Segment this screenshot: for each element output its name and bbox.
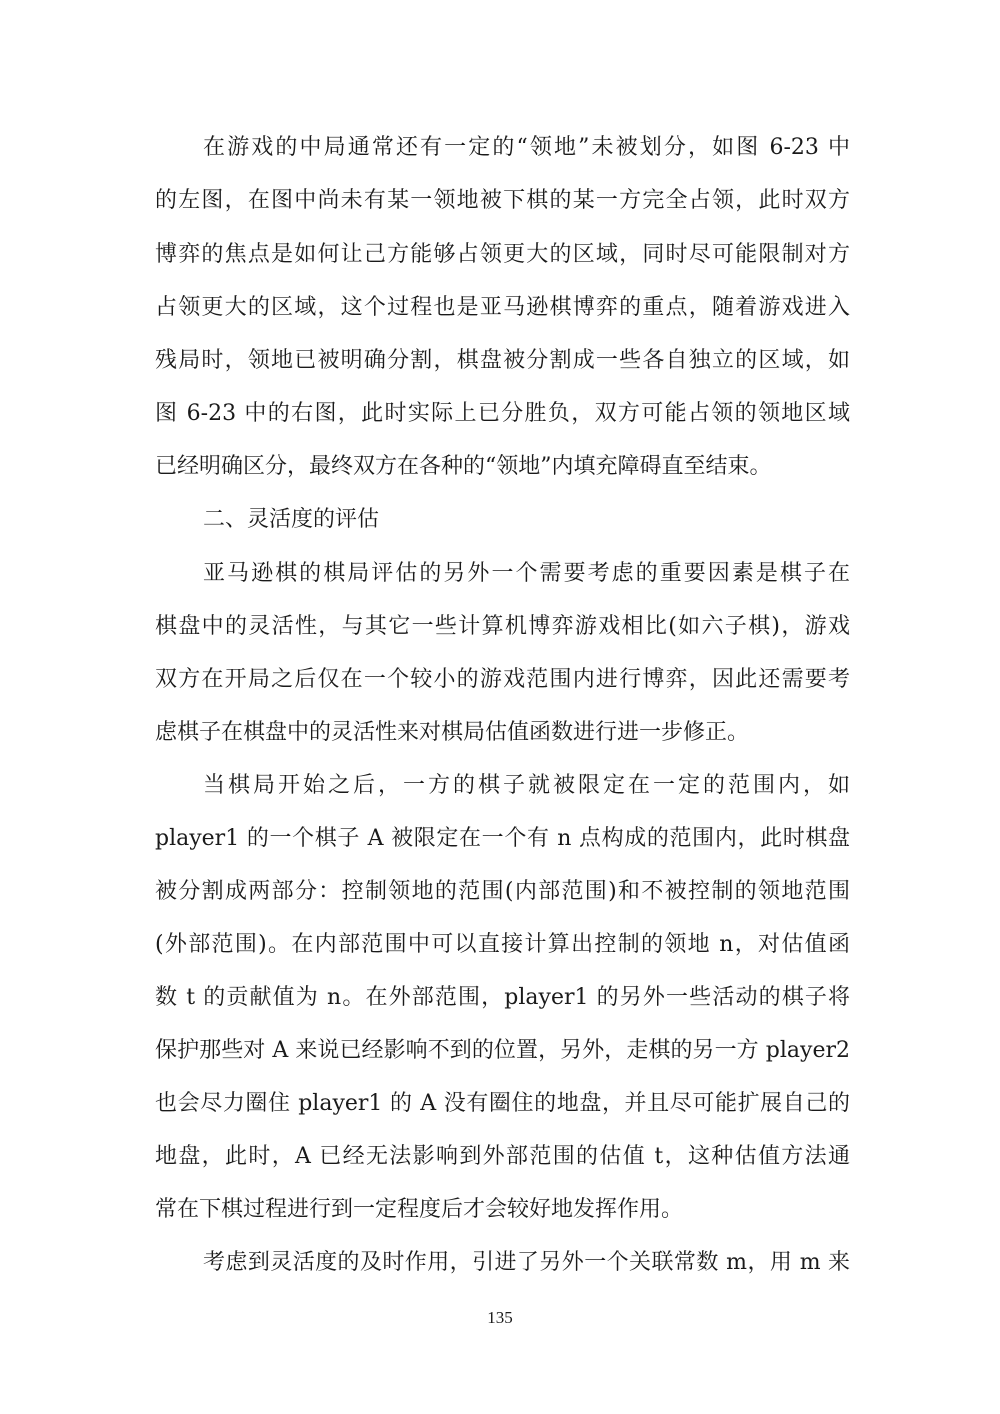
paragraph-3-line-1: 当棋局开始之后，一方的棋子就被限定在一定的范围内，如: [203, 773, 850, 798]
section-heading: 二、灵活度的评估: [203, 507, 380, 532]
paragraph-3-line-2: player1 的一个棋子 A 被限定在一个有 n 点构成的范围内，此时棋盘: [155, 826, 850, 851]
paragraph-1-line-1: 在游戏的中局通常还有一定的“领地”未被划分，如图 6-23 中: [203, 135, 850, 160]
paragraph-1-line-4: 占领更大的区域，这个过程也是亚马逊棋博弈的重点，随着游戏进入: [155, 295, 850, 320]
paragraph-1-line-3: 博弈的焦点是如何让己方能够占领更大的区域，同时尽可能限制对方: [155, 242, 850, 267]
paragraph-2-line-2: 棋盘中的灵活性，与其它一些计算机博弈游戏相比(如六子棋)，游戏: [155, 614, 850, 639]
paragraph-3-line-3: 被分割成两部分：控制领地的范围(内部范围)和不被控制的领地范围: [155, 879, 850, 904]
paragraph-3-line-5: 数 t 的贡献值为 n。在外部范围，player1 的另外一些活动的棋子将: [155, 985, 850, 1010]
paragraph-4-line-1: 考虑到灵活度的及时作用，引进了另外一个关联常数 m，用 m 来: [203, 1250, 850, 1275]
paragraph-2-line-1: 亚马逊棋的棋局评估的另外一个需要考虑的重要因素是棋子在: [203, 561, 850, 586]
paragraph-3-line-4: (外部范围)。在内部范围中可以直接计算出控制的领地 n，对估值函: [155, 932, 850, 957]
paragraph-3-line-8: 地盘，此时，A 已经无法影响到外部范围的估值 t，这种估值方法通: [155, 1144, 850, 1169]
paragraph-1-line-2: 的左图，在图中尚未有某一领地被下棋的某一方完全占领，此时双方: [155, 188, 850, 213]
paragraph-1-line-7: 已经明确区分，最终双方在各种的“领地”内填充障碍直至结束。: [155, 454, 772, 479]
paragraph-1-line-6: 图 6-23 中的右图，此时实际上已分胜负，双方可能占领的领地区域: [155, 401, 850, 426]
paragraph-3-line-7: 也会尽力圈住 player1 的 A 没有圈住的地盘，并且尽可能扩展自己的: [155, 1091, 850, 1116]
paragraph-2-line-4: 虑棋子在棋盘中的灵活性来对棋局估值函数进行进一步修正。: [155, 720, 750, 745]
paragraph-3-line-9: 常在下棋过程进行到一定程度后才会较好地发挥作用。: [155, 1197, 684, 1222]
paragraph-3-line-6: 保护那些对 A 来说已经影响不到的位置，另外，走棋的另一方 player2: [155, 1038, 850, 1063]
page-number: 135: [487, 1308, 513, 1327]
paragraph-2-line-3: 双方在开局之后仅在一个较小的游戏范围内进行博弈，因此还需要考: [155, 667, 850, 692]
paragraph-1-line-5: 残局时，领地已被明确分割，棋盘被分割成一些各自独立的区域，如: [155, 348, 850, 373]
